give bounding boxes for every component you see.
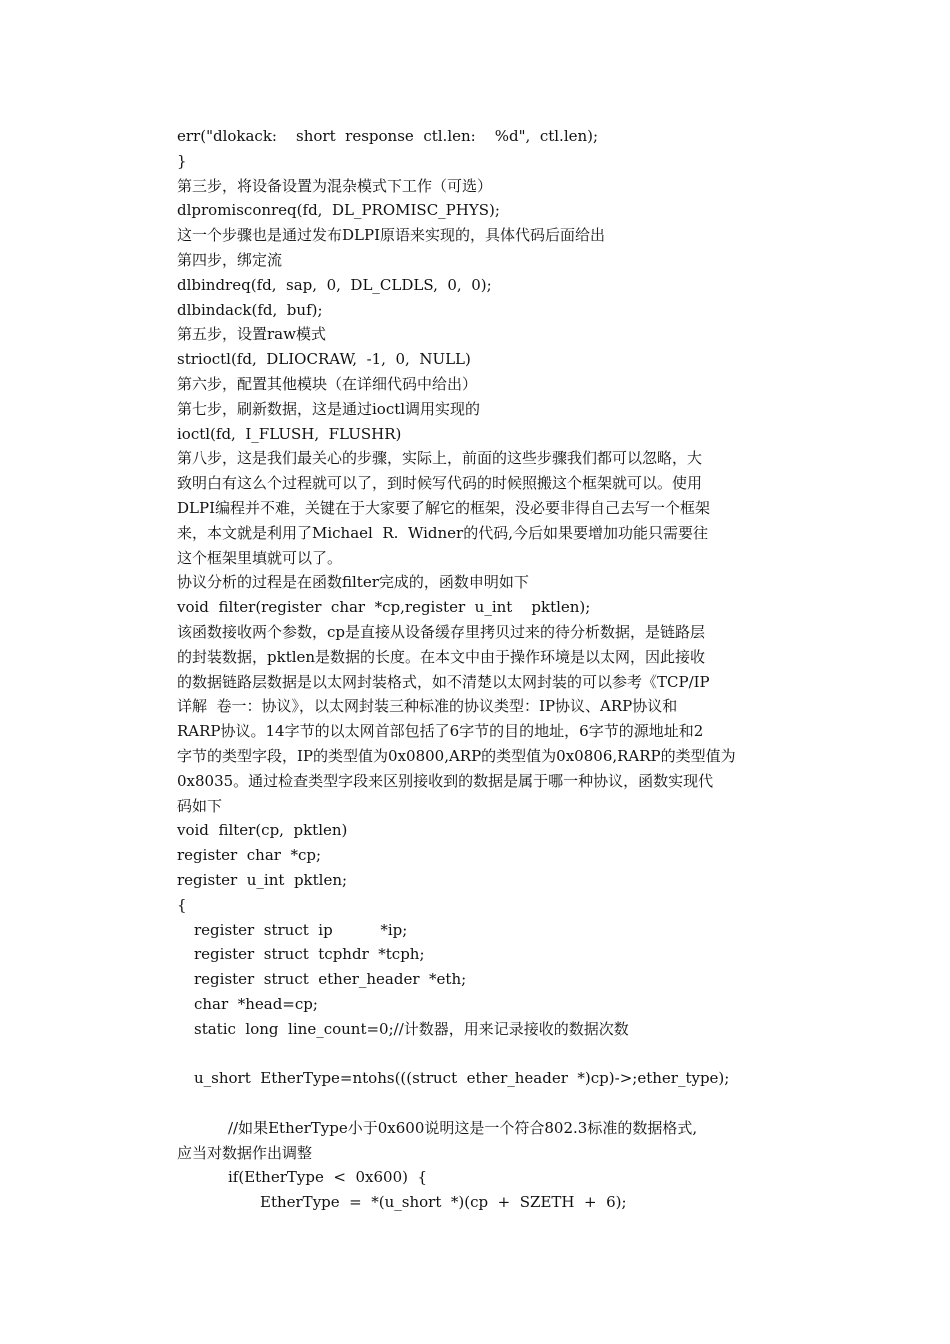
paragraph-line: 该函数接收两个参数，cp是直接从设备缓存里拷贝过来的待分析数据，是链路层 [177,622,706,641]
code-line: dlbindreq(fd, sap, 0, DL_CLDLS, 0, 0); [177,275,492,294]
paragraph-line: 详解 卷一：协议》，以太网封装三种标准的协议类型：IP协议、ARP协议和 [177,697,678,716]
code-line: ioctl(fd, I_FLUSH, FLUSHR) [177,424,402,443]
code-line: register struct ether_header *eth; [194,970,467,989]
text-line: 第六步，配置其他模块（在详细代码中给出） [177,374,478,393]
code-line: dlpromisconreq(fd, DL_PROMISC_PHYS); [177,201,500,220]
code-line: void filter(register char *cp,register u_int pktlen); [177,598,591,617]
code-line: register char *cp; [177,846,322,865]
paragraph-line: 0x8035。通过检查类型字段来区别接收到的数据是属于哪一种协议，函数实现代 [177,771,714,790]
code-comment-line: 应当对数据作出调整 [177,1143,313,1162]
text-line: 这一个步骤也是通过发布DLPI原语来实现的，具体代码后面给出 [177,226,606,245]
document-page [177,124,777,1215]
paragraph-line: RARP协议。14字节的以太网首部包括了6字节的目的地址，6字节的源地址和2 [177,722,704,741]
paragraph-line: 码如下 [177,796,223,815]
paragraph-line: 字节的类型字段，IP的类型值为0x0800,ARP的类型值为0x0806,RARP的类型值为 [177,746,736,765]
code-line: char *head=cp; [194,994,318,1013]
code-line: register struct tcphdr *tcph; [194,945,425,964]
paragraph-line: 这个框架里填就可以了。 [177,548,343,567]
text-line: 第七步，刷新数据，这是通过ioctl调用实现的 [177,399,481,418]
text-line: 第四步，绑定流 [177,250,283,269]
code-line: dlbindack(fd, buf); [177,300,323,319]
code-line: } [177,151,187,170]
code-line: strioctl(fd, DLIOCRAW, -1, 0, NULL) [177,350,471,369]
text-line: 第五步，设置raw模式 [177,325,326,344]
code-line: u_short EtherType=ntohs(((struct ether_header *)cp)->;ether_type); [194,1069,730,1088]
blank-line [177,1091,777,1116]
code-comment-line: //如果EtherType小于0x600说明这是一个符合802.3标准的数据格式, [228,1118,698,1137]
text-line: 第三步，将设备设置为混杂模式下工作（可选） [177,176,493,195]
paragraph-line: 第八步，这是我们最关心的步骤，实际上，前面的这些步骤我们都可以忽略，大 [177,449,703,468]
paragraph-line: 致明白有这么个过程就可以了，到时候写代码的时候照搬这个框架就可以。使用 [177,474,703,493]
paragraph-line: 的封装数据，pktlen是数据的长度。在本文中由于操作环境是以太网，因此接收 [177,647,706,666]
code-line: if(EtherType < 0x600) { [228,1168,428,1187]
code-line: { [177,895,187,914]
code-line: EtherType = *(u_short *)(cp + SZETH + 6); [260,1193,627,1212]
text-line: 协议分析的过程是在函数filter完成的，函数申明如下 [177,573,529,592]
paragraph-line: DLPI编程并不难，关键在于大家要了解它的框架，没必要非得自己去写一个框架 [177,498,711,517]
code-line: err("dlokack: short response ctl.len: %d", ctl.len); [177,127,599,145]
code-line: register u_int pktlen; [177,870,348,889]
code-line: void filter(cp, pktlen) [177,821,348,840]
blank-line [177,1041,777,1066]
code-line: register struct ip *ip; [194,920,408,939]
paragraph-line: 来，本文就是利用了Michael R. Widner的代码,今后如果要增加功能只需要往 [177,523,709,542]
code-line: static long line_count=0;//计数器，用来记录接收的数据次数 [194,1019,629,1038]
paragraph-line: 的数据链路层数据是以太网封装格式，如不清楚以太网封装的可以参考《TCP/IP [177,672,710,691]
